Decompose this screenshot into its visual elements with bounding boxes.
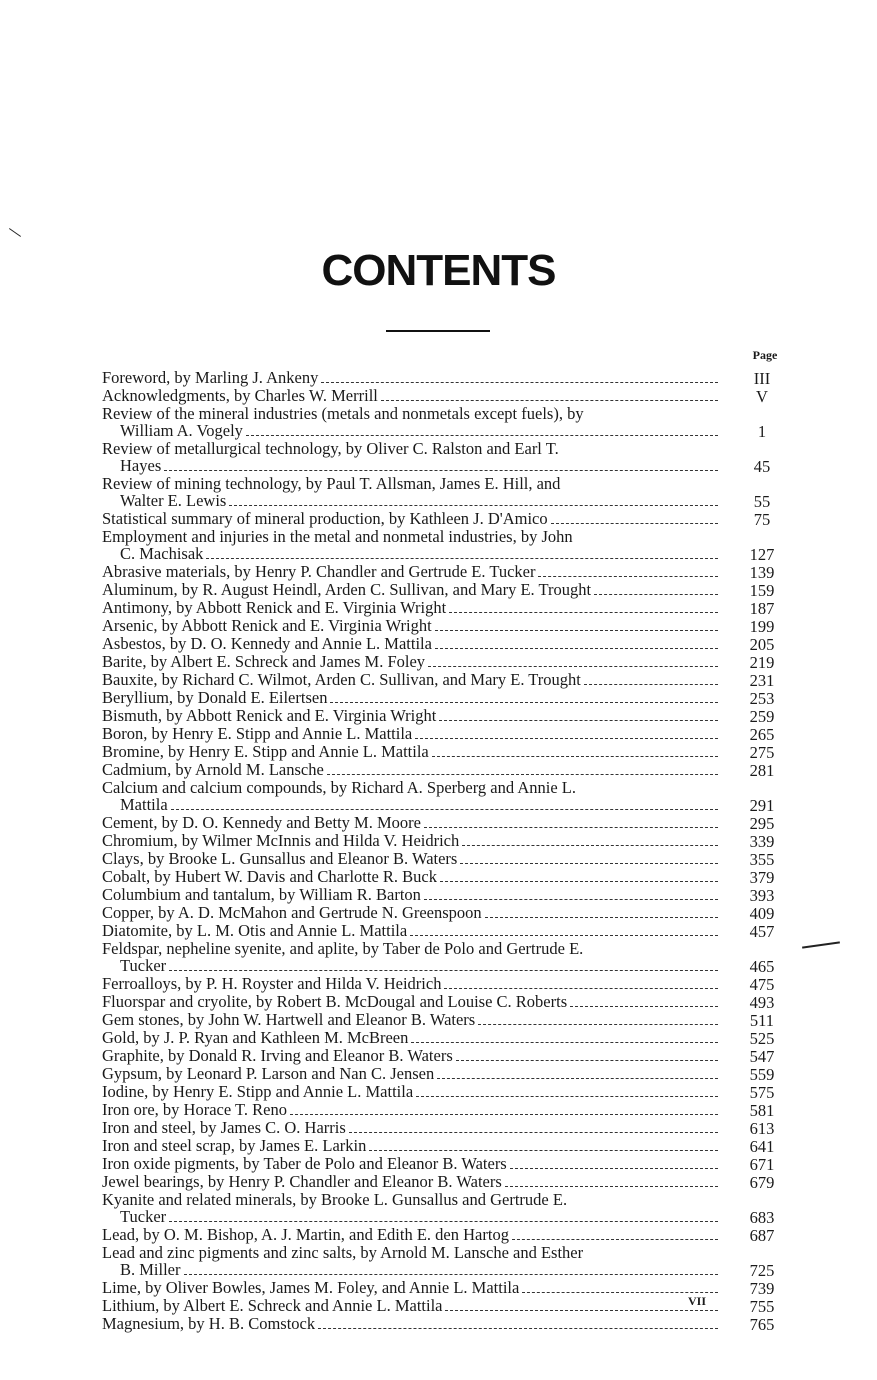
toc-entry-line: Review of the mineral industries (metals and nonmetals except fuels), by [102, 404, 584, 423]
toc-entry-text [102, 1191, 722, 1208]
toc-entry-line: Lead and zinc pigments and zinc salts, by Arnold M. Lansche and Esther [102, 1243, 584, 1262]
toc-entry-text [102, 1011, 722, 1029]
dot-leader [184, 1274, 719, 1275]
dot-leader [538, 576, 718, 577]
toc-entry-text [102, 1065, 722, 1083]
toc-entry-text [102, 1101, 722, 1119]
toc-entry-continuation [102, 457, 722, 475]
dot-leader [432, 756, 718, 757]
toc-page-number: 575 [749, 1083, 775, 1102]
toc-entry-text [102, 1155, 722, 1173]
toc-entry-text [102, 993, 722, 1011]
toc-page-number: 725 [749, 1261, 775, 1280]
toc-entry [102, 671, 792, 689]
toc-entry-text [102, 1226, 722, 1244]
toc-entry-line: Lime, by Oliver Bowles, James M. Foley, and Annie L. Mattila [102, 1278, 520, 1297]
toc-entry-text [102, 922, 722, 940]
toc-page-number: III [753, 369, 771, 388]
toc-entry-text [102, 1047, 722, 1065]
toc-entry-line: Feldspar, nepheline syenite, and aplite, by Taber de Polo and Gertrude E. [102, 939, 584, 958]
toc-entry-line: Bauxite, by Richard C. Wilmot, Arden C. Sullivan, and Mary E. Trought [102, 670, 581, 689]
dot-leader [460, 863, 718, 864]
toc-entry [102, 850, 792, 868]
toc-page-number: 45 [753, 457, 771, 476]
toc-entry [102, 761, 792, 779]
toc-entry [102, 922, 792, 940]
toc-page-number: 139 [749, 563, 775, 582]
toc-entry-line: Lead, by O. M. Bishop, A. J. Martin, and Edith E. den Hartog [102, 1225, 509, 1244]
toc-entry-text [102, 850, 722, 868]
toc-entry-text [102, 707, 722, 725]
dot-leader [411, 1042, 718, 1043]
toc-entry [102, 1011, 792, 1029]
toc-entry-line: Gypsum, by Leonard P. Larson and Nan C. Jensen [102, 1064, 435, 1083]
toc-entry [102, 940, 792, 975]
toc-entry-text [102, 1173, 722, 1191]
toc-entry-line: Kyanite and related minerals, by Brooke L. Gunsallus and Gertrude E. [102, 1190, 568, 1209]
toc-page-number: 205 [749, 635, 775, 654]
toc-entry-text [102, 814, 722, 832]
toc-entry [102, 1244, 792, 1279]
toc-entry [102, 868, 792, 886]
toc-entry-line: Cement, by D. O. Kennedy and Betty M. Moore [102, 813, 421, 832]
contents-list [102, 369, 792, 1333]
toc-page-number: 127 [749, 545, 775, 564]
toc-page-number: 547 [749, 1047, 775, 1066]
toc-entry-line: William A. Vogely [120, 421, 243, 440]
toc-entry [102, 1083, 792, 1101]
toc-entry-line: Clays, by Brooke L. Gunsallus and Eleanor B. Waters [102, 849, 458, 868]
dot-leader [437, 1078, 718, 1079]
toc-entry-line: Lithium, by Albert E. Schreck and Annie L. Mattila [102, 1296, 443, 1315]
toc-entry [102, 779, 792, 814]
dot-leader [445, 1310, 718, 1311]
toc-entry-line: Tucker [120, 1207, 167, 1226]
toc-page-number: 75 [753, 510, 771, 529]
toc-entry-line: Bismuth, by Abbott Renick and E. Virginia Wright [102, 706, 437, 725]
toc-entry [102, 904, 792, 922]
toc-entry-line: B. Miller [120, 1260, 181, 1279]
toc-page-number: 231 [749, 671, 775, 690]
toc-entry [102, 743, 792, 761]
toc-entry-line: Graphite, by Donald R. Irving and Eleanor B. Waters [102, 1046, 453, 1065]
toc-entry-text [102, 1315, 722, 1333]
toc-entry-line: Calcium and calcium compounds, by Richard A. Sperberg and Annie L. [102, 778, 576, 797]
toc-entry [102, 617, 792, 635]
toc-entry-line: Arsenic, by Abbott Renick and E. Virginia Wright [102, 616, 432, 635]
toc-entry-text [102, 940, 722, 957]
toc-entry [102, 440, 792, 475]
toc-page-number: 275 [749, 743, 775, 762]
toc-entry-line: Iron and steel, by James C. O. Harris [102, 1118, 346, 1137]
toc-entry-line: Gold, by J. P. Ryan and Kathleen M. McBreen [102, 1028, 409, 1047]
toc-page-number: 219 [749, 653, 775, 672]
toc-entry-line: Barite, by Albert E. Schreck and James M. Foley [102, 652, 426, 671]
toc-entry [102, 387, 792, 405]
toc-page-number: 265 [749, 725, 775, 744]
toc-page-number: 457 [749, 922, 775, 941]
toc-entry-line: Aluminum, by R. August Heindl, Arden C. Sullivan, and Mary E. Trought [102, 580, 592, 599]
toc-entry [102, 1119, 792, 1137]
dot-leader [206, 558, 718, 559]
toc-entry-text [102, 369, 722, 387]
toc-entry-text [102, 743, 722, 761]
toc-entry [102, 1155, 792, 1173]
toc-page-number: 581 [749, 1101, 775, 1120]
toc-entry-line: Copper, by A. D. McMahon and Gertrude N. Greenspoon [102, 903, 482, 922]
dot-leader [349, 1132, 718, 1133]
toc-entry-line: Fluorspar and cryolite, by Robert B. McDougal and Louise C. Roberts [102, 992, 568, 1011]
toc-entry-line: Review of mining technology, by Paul T. Allsman, James E. Hill, and [102, 474, 561, 493]
dot-leader [510, 1168, 718, 1169]
dot-leader [424, 899, 718, 900]
toc-entry-line: Cobalt, by Hubert W. Davis and Charlotte R. Buck [102, 867, 438, 886]
toc-entry-text [102, 689, 722, 707]
toc-entry-text [102, 725, 722, 743]
toc-entry-text [102, 528, 722, 545]
toc-entry-continuation [102, 1261, 722, 1279]
toc-entry-line: Boron, by Henry E. Stipp and Annie L. Mattila [102, 724, 413, 743]
toc-entry [102, 814, 792, 832]
toc-entry [102, 510, 792, 528]
toc-entry [102, 1191, 792, 1226]
folio-page-number: VII [688, 1294, 707, 1308]
toc-entry-text [102, 779, 722, 796]
toc-page-number: 281 [749, 761, 775, 780]
title-rule [386, 330, 490, 332]
toc-entry-text [102, 563, 722, 581]
toc-entry [102, 1226, 792, 1244]
toc-entry-line: Columbium and tantalum, by William R. Barton [102, 885, 421, 904]
dot-leader [246, 435, 718, 436]
toc-page-number: 159 [749, 581, 775, 600]
toc-entry-line: C. Machisak [120, 544, 204, 563]
toc-entry-line: Cadmium, by Arnold M. Lansche [102, 760, 324, 779]
toc-entry-line: Iron oxide pigments, by Taber de Polo and Eleanor B. Waters [102, 1154, 507, 1173]
toc-page-number: 199 [749, 617, 775, 636]
toc-entry-text [102, 1029, 722, 1047]
toc-entry-line: Chromium, by Wilmer McInnis and Hilda V. Heidrich [102, 831, 460, 850]
toc-entry-line: Iron ore, by Horace T. Reno [102, 1100, 287, 1119]
toc-page-number: 409 [749, 904, 775, 923]
dot-leader [171, 809, 718, 810]
toc-entry-line: Abrasive materials, by Henry P. Chandler and Gertrude E. Tucker [102, 562, 536, 581]
toc-page-number: 559 [749, 1065, 775, 1084]
toc-page-number: 379 [749, 868, 775, 887]
toc-entry-text [102, 1244, 722, 1261]
toc-entry-continuation [102, 422, 722, 440]
toc-page-number: 1 [757, 422, 767, 441]
dot-leader [327, 774, 718, 775]
toc-entry-line: Gem stones, by John W. Hartwell and Eleanor B. Waters [102, 1010, 476, 1029]
toc-entry-line: Iodine, by Henry E. Stipp and Annie L. Mattila [102, 1082, 414, 1101]
dot-leader [449, 612, 718, 613]
toc-entry [102, 975, 792, 993]
toc-page-number: 465 [749, 957, 775, 976]
toc-entry [102, 528, 792, 563]
toc-entry [102, 689, 792, 707]
toc-page-number: 687 [749, 1226, 775, 1245]
scan-mark-left [9, 228, 21, 237]
dot-leader [330, 702, 718, 703]
toc-entry [102, 1047, 792, 1065]
dot-leader [594, 594, 718, 595]
toc-entry [102, 581, 792, 599]
dot-leader [369, 1150, 718, 1151]
toc-page-number: 683 [749, 1208, 775, 1227]
dot-leader [164, 470, 718, 471]
dot-leader [169, 1221, 718, 1222]
toc-entry [102, 635, 792, 653]
toc-entry-line: Acknowledgments, by Charles W. Merrill [102, 386, 378, 405]
toc-entry [102, 1173, 792, 1191]
toc-entry-line: Bromine, by Henry E. Stipp and Annie L. Mattila [102, 742, 429, 761]
toc-entry-text [102, 1297, 722, 1315]
dot-leader [505, 1186, 718, 1187]
toc-entry [102, 1137, 792, 1155]
toc-entry-text [102, 510, 722, 528]
toc-entry-line: Beryllium, by Donald E. Eilertsen [102, 688, 328, 707]
toc-entry-text [102, 581, 722, 599]
dot-leader [290, 1114, 718, 1115]
toc-entry-line: Ferroalloys, by P. H. Royster and Hilda V. Heidrich [102, 974, 442, 993]
toc-page-number: 55 [753, 492, 771, 511]
toc-entry-text [102, 886, 722, 904]
toc-page-number: 739 [749, 1279, 775, 1298]
toc-entry-text [102, 832, 722, 850]
dot-leader [435, 648, 718, 649]
toc-entry-line: Employment and injuries in the metal and nonmetal industries, by John [102, 527, 573, 546]
toc-page-number: 493 [749, 993, 775, 1012]
toc-entry-continuation [102, 957, 722, 975]
toc-entry-text [102, 671, 722, 689]
toc-page-number: 187 [749, 599, 775, 618]
dot-leader [551, 523, 718, 524]
toc-entry-continuation [102, 545, 722, 563]
toc-entry-line: Foreword, by Marling J. Ankeny [102, 368, 319, 387]
toc-entry-text [102, 475, 722, 492]
toc-entry-text [102, 635, 722, 653]
toc-page-number: 393 [749, 886, 775, 905]
toc-entry-text [102, 868, 722, 886]
dot-leader [229, 505, 718, 506]
toc-entry [102, 725, 792, 743]
toc-entry-line: Walter E. Lewis [120, 491, 227, 510]
toc-entry-line: Iron and steel scrap, by James E. Larkin [102, 1136, 367, 1155]
toc-page-number: 613 [749, 1119, 775, 1138]
toc-entry-line: Diatomite, by L. M. Otis and Annie L. Mattila [102, 921, 408, 940]
toc-entry [102, 405, 792, 440]
toc-page-number: 679 [749, 1173, 775, 1192]
toc-page-number: 291 [749, 796, 775, 815]
toc-entry-text [102, 1119, 722, 1137]
dot-leader [415, 738, 718, 739]
toc-entry-line: Antimony, by Abbott Renick and E. Virginia Wright [102, 598, 447, 617]
dot-leader [318, 1328, 718, 1329]
page-column-heading: Page [752, 348, 778, 362]
dot-leader [440, 881, 718, 882]
dot-leader [444, 988, 718, 989]
toc-page-number: 259 [749, 707, 775, 726]
toc-entry [102, 832, 792, 850]
dot-leader [435, 630, 718, 631]
toc-page-number: 671 [749, 1155, 775, 1174]
toc-entry [102, 653, 792, 671]
toc-page-number: 755 [749, 1297, 775, 1316]
toc-page-number: 475 [749, 975, 775, 994]
dot-leader [428, 666, 718, 667]
toc-entry-line: Jewel bearings, by Henry P. Chandler and Eleanor B. Waters [102, 1172, 502, 1191]
scan-mark-right [802, 941, 840, 948]
toc-entry [102, 369, 792, 387]
dot-leader [570, 1006, 718, 1007]
dot-leader [381, 400, 718, 401]
toc-entry-text [102, 653, 722, 671]
toc-page-number: V [756, 387, 768, 406]
toc-entry-text [102, 599, 722, 617]
dot-leader [410, 935, 718, 936]
toc-entry [102, 1101, 792, 1119]
dot-leader [439, 720, 718, 721]
dot-leader [485, 917, 718, 918]
toc-entry [102, 707, 792, 725]
toc-entry-text [102, 387, 722, 405]
toc-page-number: 355 [749, 850, 775, 869]
toc-entry [102, 1315, 792, 1333]
toc-entry [102, 599, 792, 617]
toc-entry-line: Statistical summary of mineral production, by Kathleen J. D'Amico [102, 509, 548, 528]
toc-entry-continuation [102, 796, 722, 814]
toc-entry-line: Tucker [120, 956, 167, 975]
toc-entry-text [102, 761, 722, 779]
toc-entry-line: Review of metallurgical technology, by Oliver C. Ralston and Earl T. [102, 439, 559, 458]
dot-leader [478, 1024, 718, 1025]
toc-entry-text [102, 904, 722, 922]
toc-page-number: 641 [749, 1137, 775, 1156]
toc-entry-continuation [102, 1208, 722, 1226]
toc-entry [102, 475, 792, 510]
dot-leader [522, 1292, 718, 1293]
toc-entry-line: Asbestos, by D. O. Kennedy and Annie L. Mattila [102, 634, 432, 653]
dot-leader [584, 684, 718, 685]
dot-leader [424, 827, 718, 828]
toc-entry [102, 563, 792, 581]
toc-entry [102, 993, 792, 1011]
dot-leader [512, 1239, 718, 1240]
toc-entry-line: Hayes [120, 456, 162, 475]
dot-leader [456, 1060, 718, 1061]
toc-entry [102, 1029, 792, 1047]
toc-page-number: 253 [749, 689, 775, 708]
toc-entry-line: Magnesium, by H. B. Comstock [102, 1314, 316, 1333]
toc-page-number: 511 [749, 1011, 775, 1030]
toc-entry [102, 886, 792, 904]
toc-entry-line: Mattila [120, 795, 168, 814]
dot-leader [462, 845, 718, 846]
dot-leader [416, 1096, 718, 1097]
toc-entry-text [102, 405, 722, 422]
toc-page-number: 525 [749, 1029, 775, 1048]
page-title: CONTENTS [321, 246, 556, 295]
toc-entry-text [102, 1083, 722, 1101]
toc-page-number: 295 [749, 814, 775, 833]
toc-page-number: 765 [749, 1315, 775, 1334]
toc-entry-text [102, 440, 722, 457]
toc-entry-text [102, 1279, 722, 1297]
toc-entry [102, 1065, 792, 1083]
toc-entry-text [102, 617, 722, 635]
dot-leader [321, 382, 718, 383]
dot-leader [169, 970, 718, 971]
toc-entry-continuation [102, 492, 722, 510]
toc-entry-text [102, 975, 722, 993]
toc-entry-text [102, 1137, 722, 1155]
toc-page-number: 339 [749, 832, 775, 851]
